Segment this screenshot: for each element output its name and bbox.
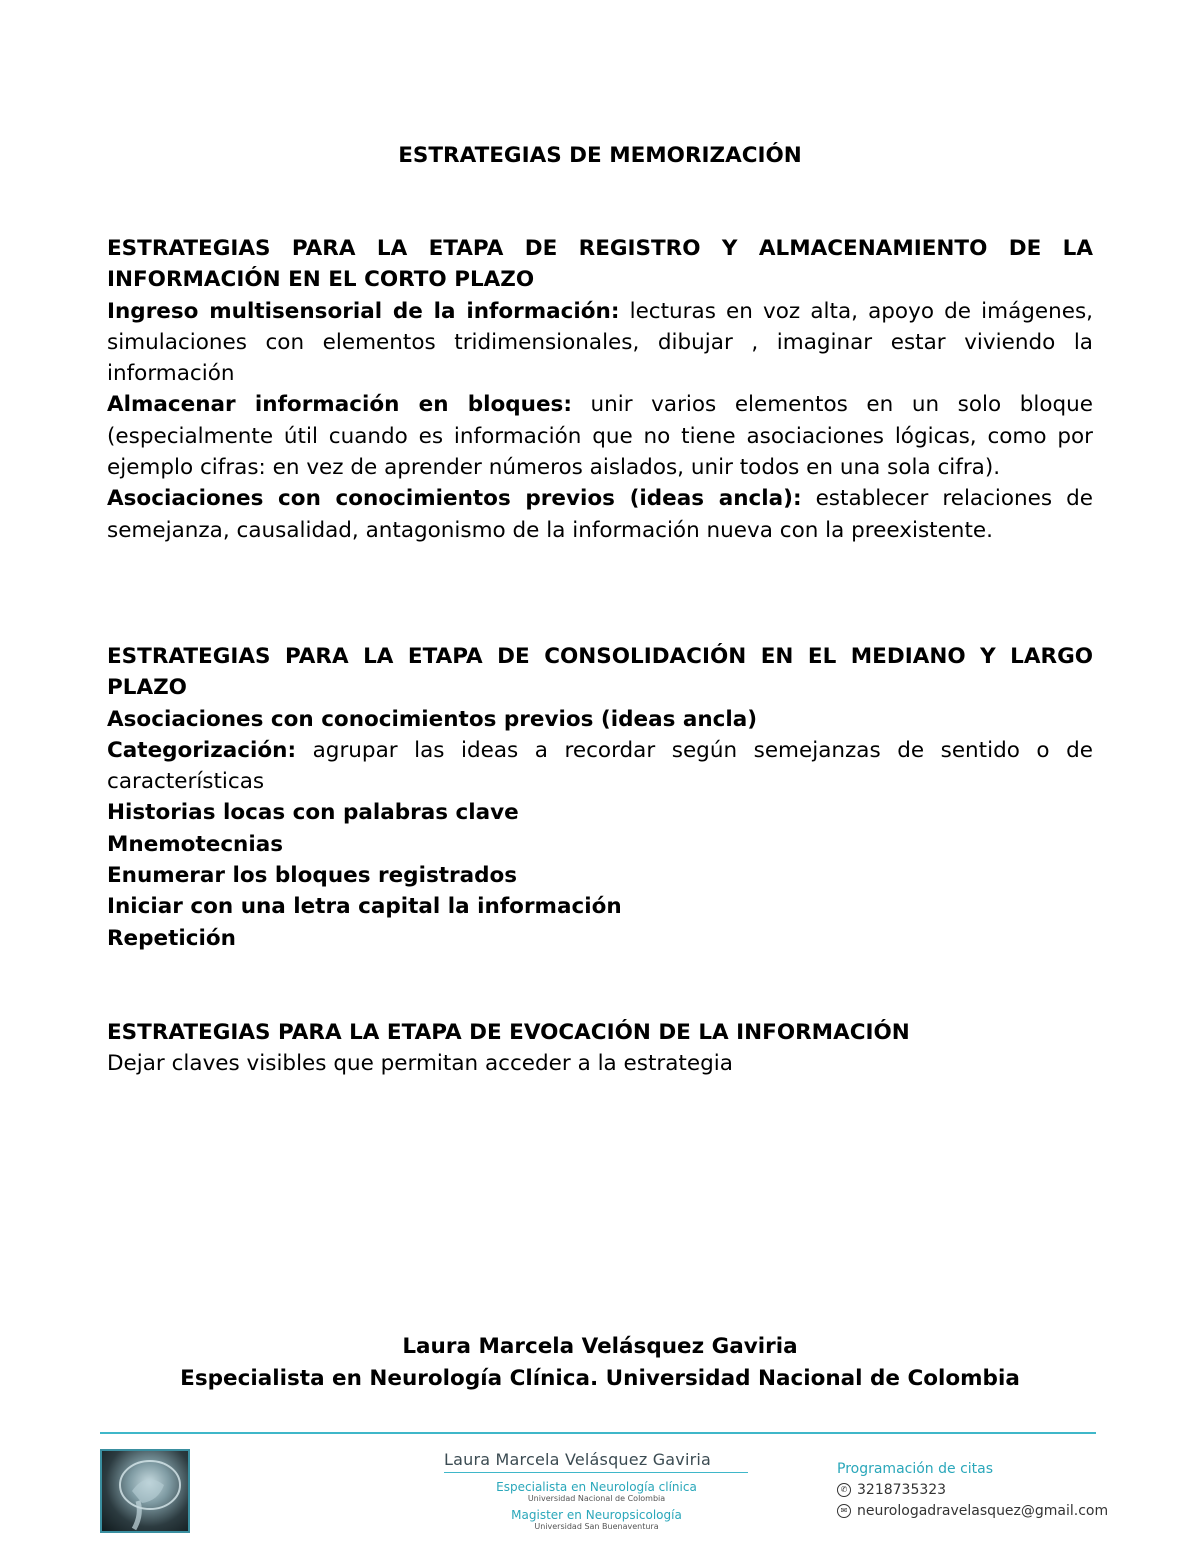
specialty-1: Especialista en Neurología clínica — [496, 1480, 697, 1494]
list-item: Mnemotecnias — [107, 831, 284, 857]
footer-specialty-1 — [444, 1480, 749, 1503]
signature — [107, 1331, 1093, 1395]
paragraph-bloques — [107, 389, 1093, 483]
text-bloques: unir varios elementos en un solo bloque (especialmente útil cuando es información que no tiene asociaciones lógicas, como por ejemplo cifras: en vez de aprender números aislados, unir todos en una sola cifra). — [107, 392, 1093, 481]
text-evocacion: Dejar claves visibles que permitan acceder a la estrategia — [107, 1051, 733, 1077]
university-2: Universidad San Buenaventura — [534, 1522, 659, 1531]
contact-block — [837, 1461, 1108, 1519]
brain-mri-image — [100, 1449, 190, 1533]
contact-title: Programación de citas — [837, 1461, 994, 1477]
term-categorizacion: Categorización: — [107, 737, 297, 763]
section-evocacion — [107, 1017, 1093, 1080]
section-heading-consolidacion: ESTRATEGIAS PARA LA ETAPA DE CONSOLIDACIÓN EN EL MEDIANO Y LARGO PLAZO — [107, 644, 1093, 701]
signature-name: Laura Marcela Velásquez Gaviria — [402, 1334, 798, 1359]
section-registro — [107, 233, 1093, 546]
list-item: Historias locas con palabras clave — [107, 800, 519, 826]
contact-phone-row — [837, 1482, 1108, 1498]
paragraph-asociaciones — [107, 483, 1093, 546]
footer-name: Laura Marcela Velásquez Gaviria — [444, 1450, 712, 1469]
footer-name-underline — [444, 1472, 748, 1473]
item-asociaciones-previos: Asociaciones con conocimientos previos (ideas ancla) — [107, 706, 758, 732]
footer-specialty-2 — [444, 1508, 749, 1531]
text-ingreso: lecturas en voz alta, apoyo de imágenes, simulaciones con elementos tridimensionales, dibujar , imaginar estar viviendo la información — [107, 298, 1094, 387]
university-1: Universidad Nacional de Colombia — [527, 1494, 666, 1503]
list-item: Repetición — [107, 925, 236, 951]
section-consolidacion — [107, 641, 1093, 954]
list-item: Enumerar los bloques registrados — [107, 863, 518, 889]
email-icon: ✉ — [837, 1504, 851, 1518]
text-categorizacion: agrupar las ideas a recordar según semejanzas de sentido o de características — [107, 737, 1093, 795]
whatsapp-icon: ✆ — [837, 1483, 851, 1497]
contact-phone[interactable]: 3218735323 — [857, 1482, 947, 1498]
text-asociaciones: establecer relaciones de semejanza, causalidad, antagonismo de la información nueva con la preexistente. — [107, 486, 1093, 543]
term-bloques: Almacenar información en bloques: — [107, 392, 572, 418]
footer-divider — [100, 1432, 1096, 1434]
document-title: ESTRATEGIAS DE MEMORIZACIÓN — [398, 143, 802, 168]
section-heading-evocacion: ESTRATEGIAS PARA LA ETAPA DE EVOCACIÓN DE LA INFORMACIÓN — [107, 1020, 910, 1045]
paragraph-categorizacion — [107, 735, 1093, 798]
contact-email-row — [837, 1503, 1108, 1519]
term-asociaciones: Asociaciones con conocimientos previos (ideas ancla): — [107, 486, 802, 512]
term-ingreso: Ingreso multisensorial de la información: — [107, 298, 620, 324]
contact-email[interactable]: neurologadravelasquez@gmail.com — [857, 1503, 1109, 1519]
brain-mri-icon — [102, 1451, 188, 1531]
section-heading-registro: ESTRATEGIAS PARA LA ETAPA DE REGISTRO Y ALMACENAMIENTO DE LA INFORMACIÓN EN EL CORTO PLAZO — [107, 236, 1093, 293]
signature-title: Especialista en Neurología Clínica. Universidad Nacional de Colombia — [180, 1366, 1020, 1391]
list-item: Iniciar con una letra capital la información — [107, 894, 622, 920]
specialty-2: Magister en Neuropsicología — [511, 1508, 682, 1522]
paragraph-ingreso — [107, 296, 1093, 390]
